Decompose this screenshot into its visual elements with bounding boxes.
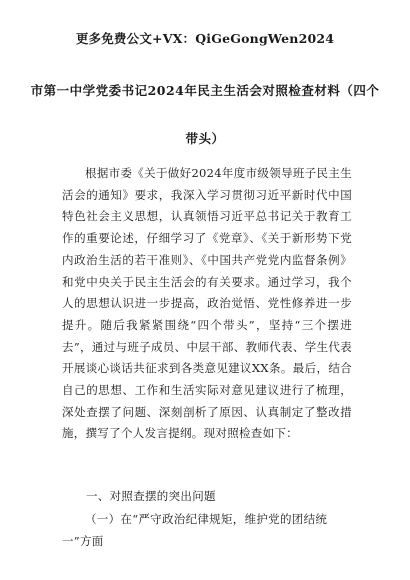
section-heading: 一、对照查摆的突出问题 [86, 489, 216, 503]
sub-heading: （一）在“严守政治纪律规矩，维护党的团结统一”方面 [62, 512, 328, 548]
body-paragraph: 根据市委《关于做好2024年度市级领导班子民主生活会的通知》要求，我深入学习贯彻习近平新时代中国特色社会主义思想，认真领悟习近平总书记关于教育工作的重要论述，仔细学习了《党章》、《关于新形势下党内政治生活的若干准则》、《中国共产党党内监督条例》和党中央关于民主生活会的有关要求。通过学习，我个人的思想认识进一步提高，政治觉悟、党性修养进一步提升。随后我紧紧围绕“四个带头”，坚持“三个摆进去”，通过与班子成员、中层干部、教师代表、学生代表开展谈心谈话共征求到各类意见建议XX条。最后，结合自己的思想、工作和生活实际对意见建议进行了梳理，深处查摆了问题、深刻剖析了原因、认真制定了整改措施，撰写了个人发言提纲。现对照检查如下： [62, 166, 352, 441]
promo-header-note: 更多免费公文+VX：QiGeGongWen2024 [75, 31, 335, 46]
document-title: 市第一中学党委书记2024年民主生活会对照检查材料（四个带头） [30, 83, 380, 146]
